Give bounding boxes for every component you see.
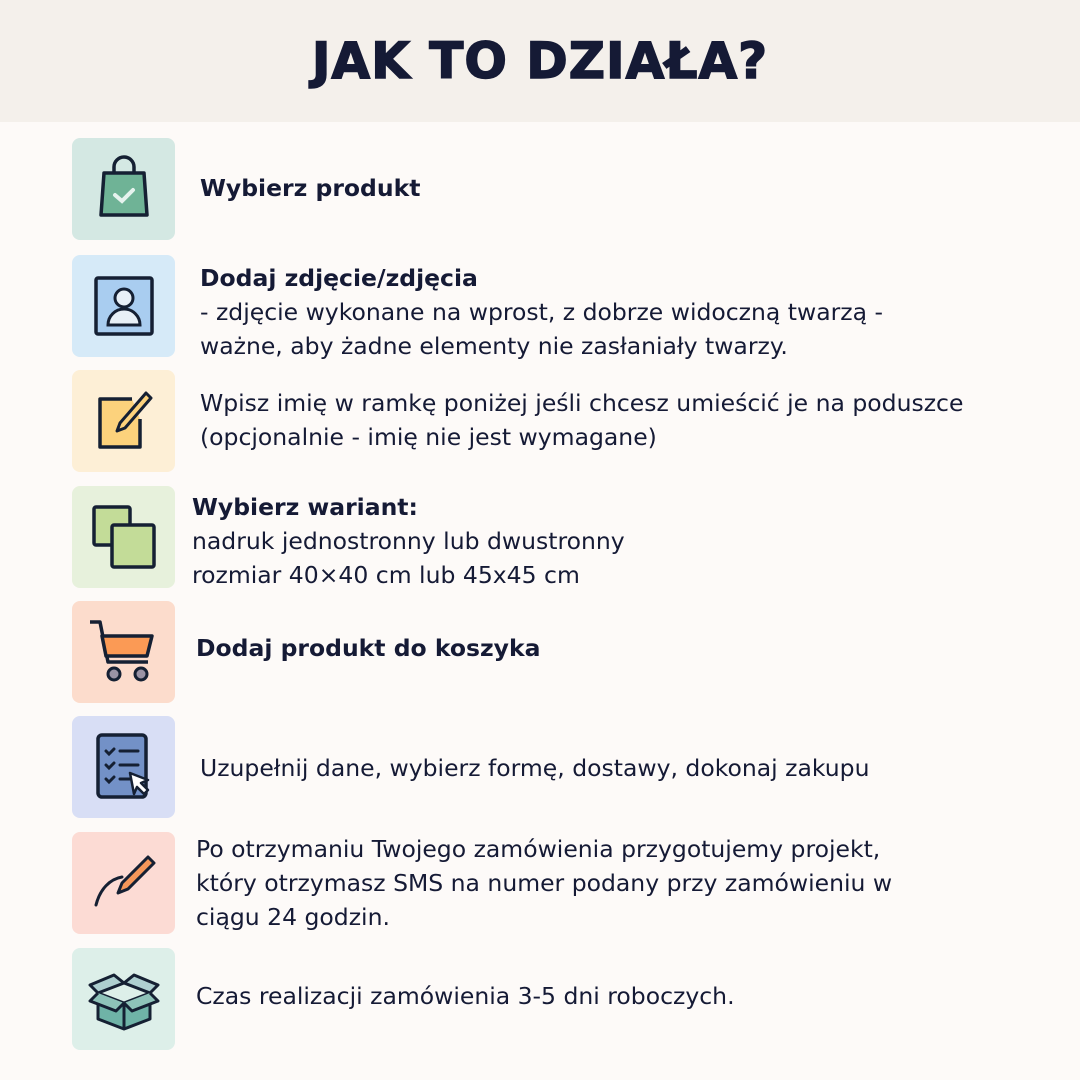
variants-squares-icon bbox=[86, 499, 162, 575]
edit-pencil-icon bbox=[86, 383, 162, 459]
step-1-text: Wybierz produkt bbox=[200, 174, 421, 202]
step-6-tile bbox=[72, 716, 175, 818]
step-4-tile bbox=[72, 486, 175, 588]
checklist-cursor-icon bbox=[86, 729, 162, 805]
step-7-tile bbox=[72, 832, 175, 934]
step-8-text: Czas realizacji zamówienia 3-5 dni roboczych. bbox=[196, 982, 735, 1010]
shopping-bag-check-icon bbox=[86, 151, 162, 227]
step-3-text: Wpisz imię w ramkę poniżej jeśli chcesz umieścić je na poduszce (opcjonalnie - imię nie jest wymagane) bbox=[200, 389, 964, 451]
user-photo-icon bbox=[86, 268, 162, 344]
step-6-text: Uzupełnij dane, wybierz formę, dostawy, dokonaj zakupu bbox=[200, 754, 870, 782]
page-title: JAK TO DZIAŁA? bbox=[311, 32, 769, 90]
shopping-cart-icon bbox=[86, 614, 162, 690]
step-4-text: Wybierz wariant: nadruk jednostronny lub dwustronny rozmiar 40×40 cm lub 45x45 cm bbox=[192, 493, 625, 589]
step-8-tile bbox=[72, 948, 175, 1050]
open-box-icon bbox=[86, 961, 162, 1037]
header bbox=[0, 0, 1080, 122]
step-2-tile bbox=[72, 255, 175, 357]
step-1-tile bbox=[72, 138, 175, 240]
step-5-tile bbox=[72, 601, 175, 703]
step-7-text: Po otrzymaniu Twojego zamówienia przygotujemy projekt, który otrzymasz SMS na numer podany przy zamówieniu w ciągu 24 godzin. bbox=[196, 835, 893, 931]
step-2-text: Dodaj zdjęcie/zdjęcia - zdjęcie wykonane na wprost, z dobrze widoczną twarzą - ważne, aby żadne elementy nie zasłaniały twarzy. bbox=[200, 264, 883, 360]
sign-pencil-icon bbox=[86, 845, 162, 921]
step-5-text: Dodaj produkt do koszyka bbox=[196, 634, 541, 662]
step-3-tile bbox=[72, 370, 175, 472]
